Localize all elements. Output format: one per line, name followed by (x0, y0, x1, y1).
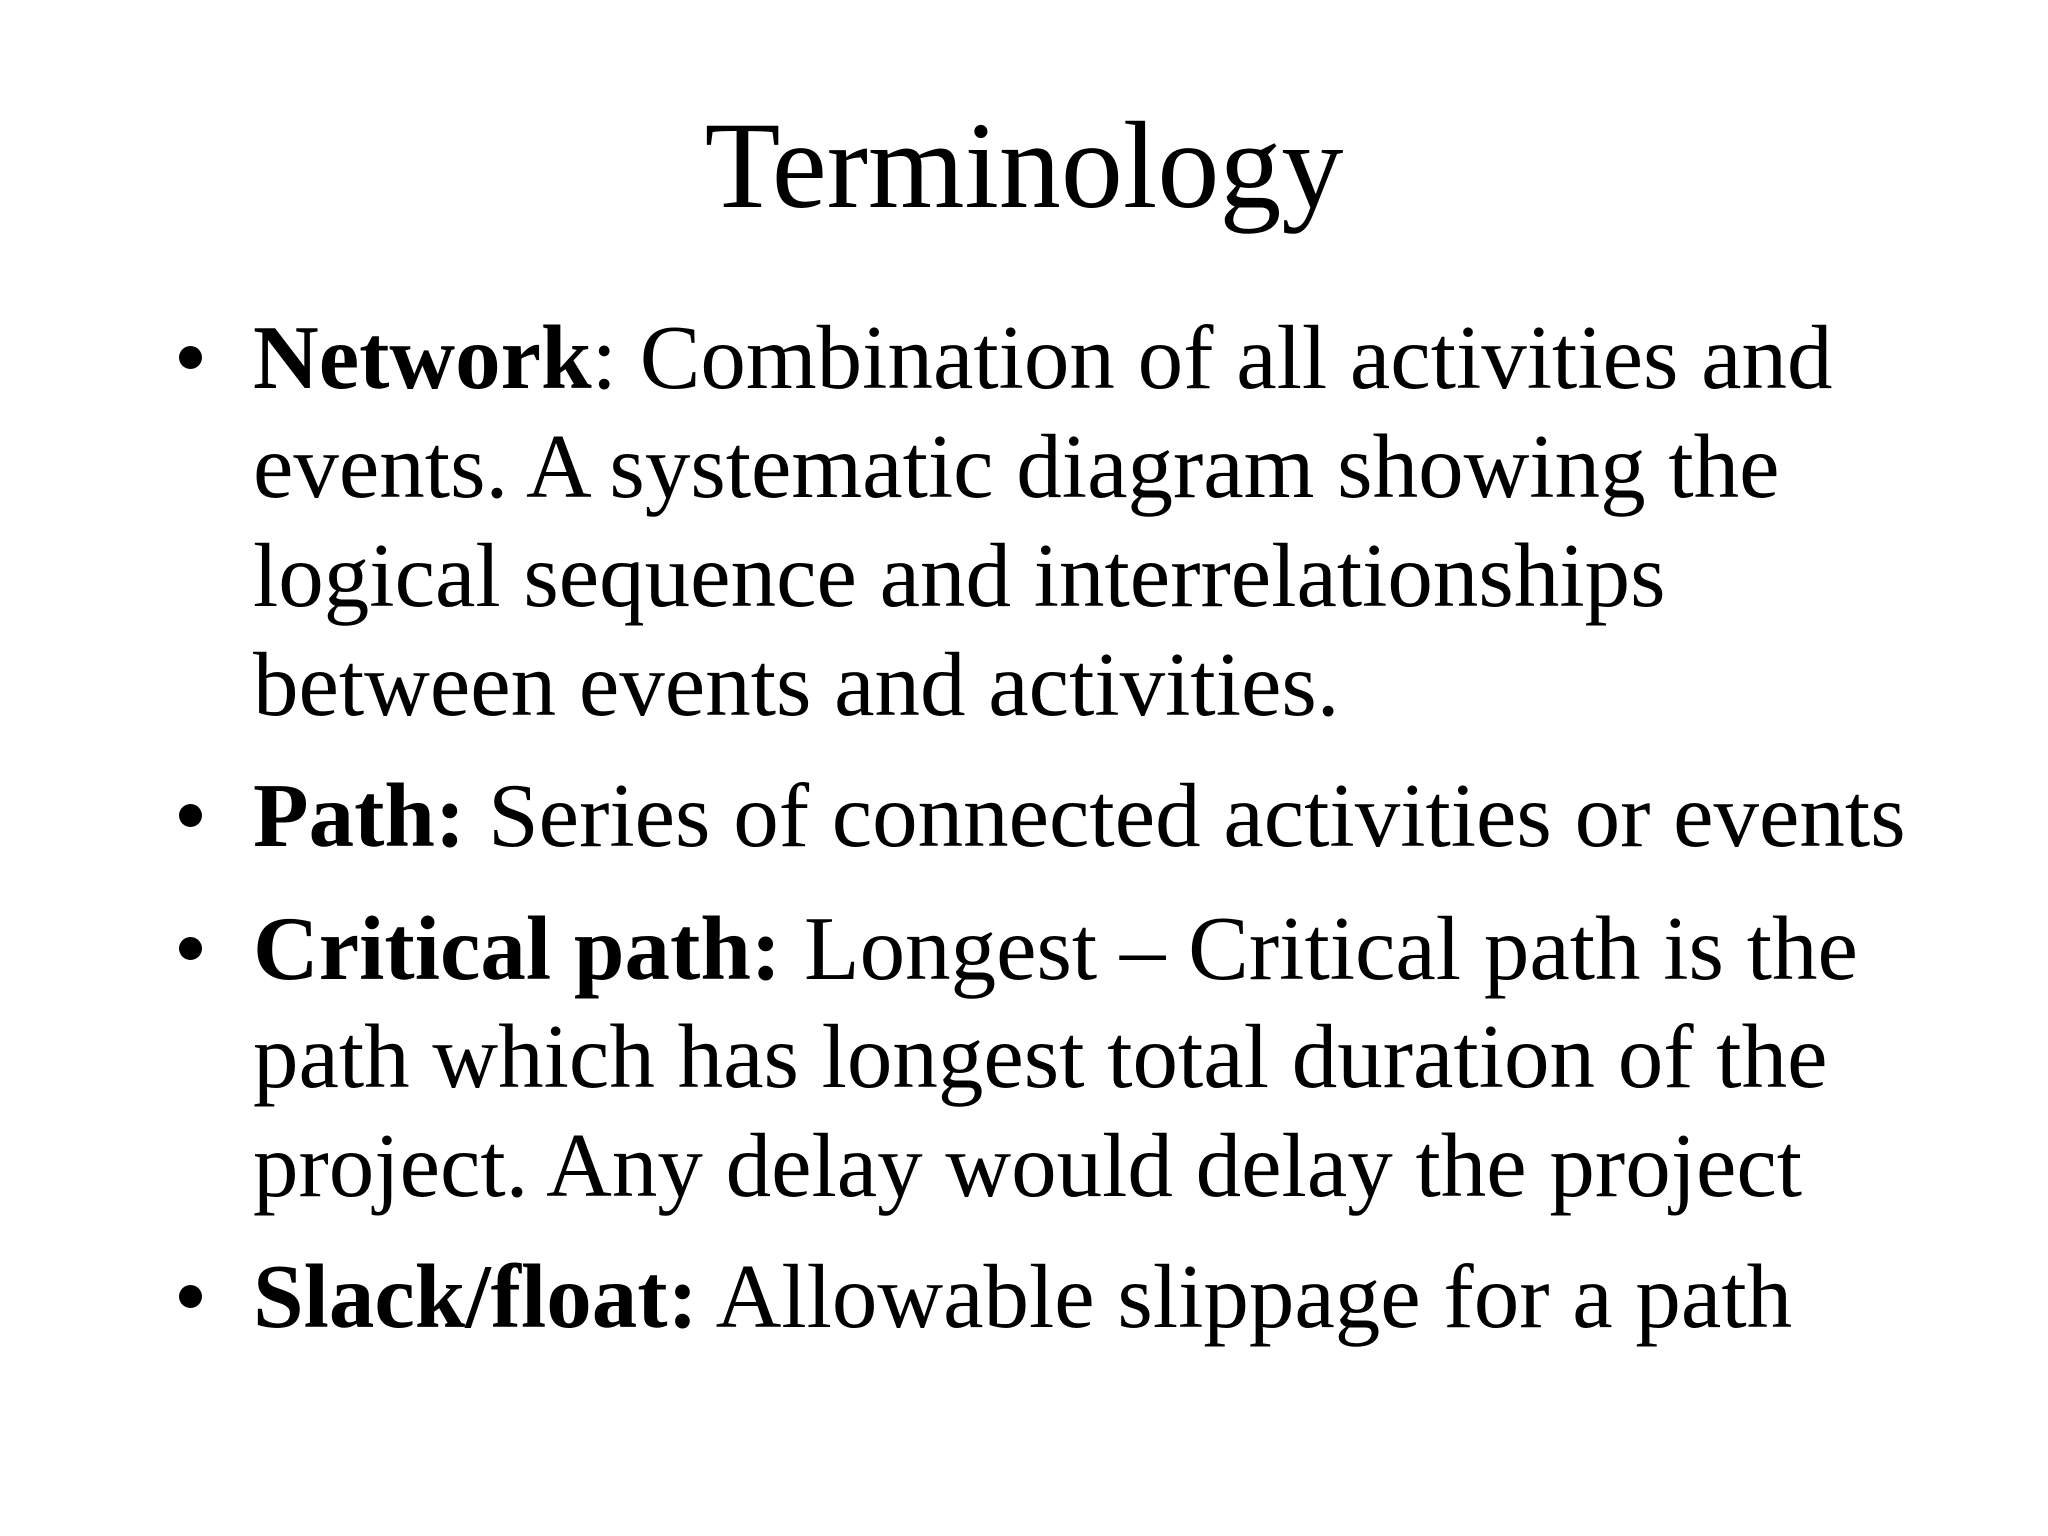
bullet-line: events. A systematic diagram showing the (253, 416, 1780, 517)
bullet-line (253, 1247, 1792, 1347)
bullet-line (253, 308, 1833, 408)
bullet-line: logical sequence and interrelationships (253, 525, 1666, 626)
bullet-dot-icon (179, 804, 202, 827)
bullet-line: project. Any delay would delay the project (253, 1115, 1803, 1216)
bullet-line: path which has longest total duration of the (253, 1006, 1828, 1107)
definition-text: Series of connected activities or events (465, 765, 1906, 866)
term-label: Path: (253, 765, 466, 866)
bullet-line (253, 899, 1858, 999)
definition-text: Allowable slippage for a path (697, 1246, 1793, 1347)
term-separator: : (591, 307, 617, 408)
bullet-line (253, 766, 1906, 866)
bullet-dot-icon (179, 937, 202, 960)
term-label: Slack/float: (253, 1246, 698, 1347)
bullet-dot-icon (179, 346, 202, 369)
term-label: Critical path: (253, 898, 782, 999)
slide-title: Terminology (704, 97, 1344, 234)
definition-text: Combination of all activities and (616, 307, 1833, 408)
definition-text: Longest – Critical path is the (781, 898, 1858, 999)
bullet-line: between events and activities. (253, 634, 1340, 735)
term-label: Network (253, 307, 592, 408)
bullet-dot-icon (179, 1285, 202, 1308)
